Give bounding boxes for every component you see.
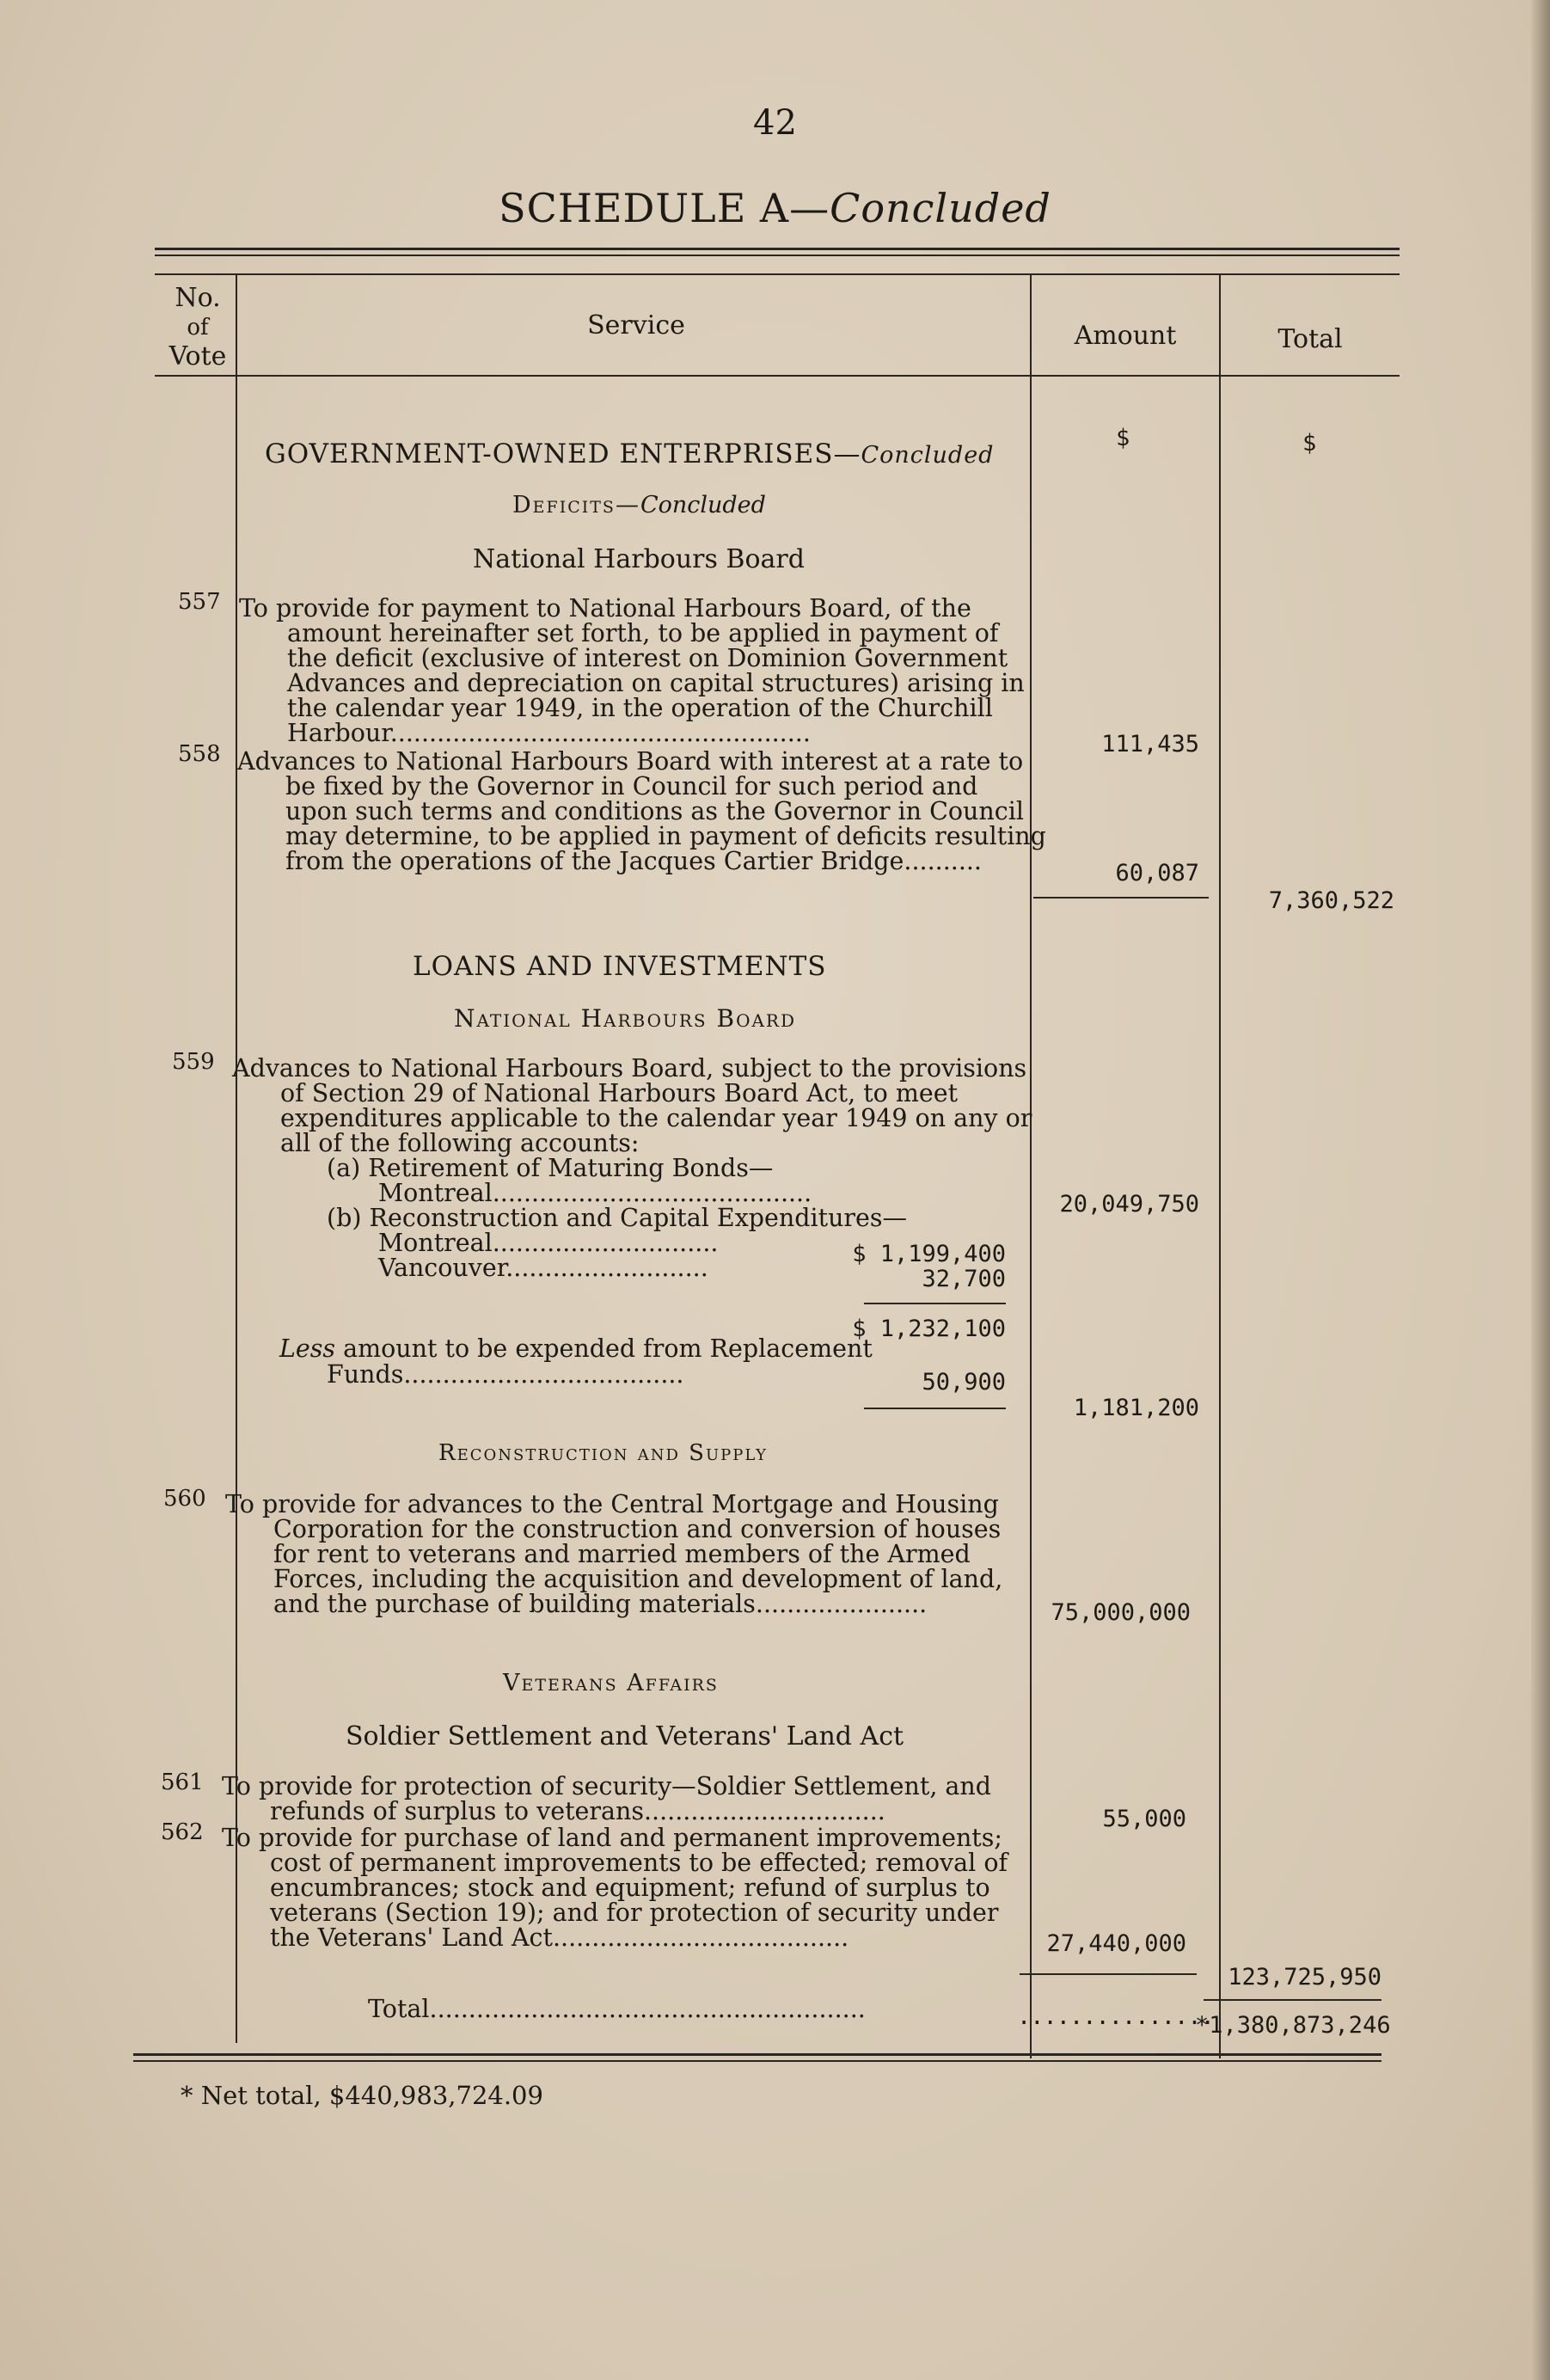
vote-559-less-rest: amount to be expended from Replacement	[335, 1334, 873, 1363]
header-vote-line2: of	[187, 315, 209, 340]
vote-558-text	[237, 749, 1046, 874]
section-nhb-1: National Harbours Board	[473, 544, 805, 574]
header-service: Service	[587, 310, 685, 340]
inner-sum-rule-1	[864, 1303, 1006, 1304]
amount-subtotal-rule-2	[1020, 1973, 1197, 1975]
vote-557-line: To provide for payment to National Harbours Board, of the	[239, 594, 971, 623]
total-amount-dots: ...............	[1017, 2003, 1214, 2030]
vote-558-line: from the operations of the Jacques Cartier Bridge..........	[285, 847, 982, 875]
vote-559-line: Advances to National Harbours Board, subject to the provisions	[232, 1054, 1027, 1083]
top-rule-3	[155, 273, 1400, 275]
vote-559-funds-amount: 50,900	[922, 1369, 1006, 1395]
schedule-title-main: SCHEDULE A—	[499, 185, 830, 231]
vote-559-line: expenditures applicable to the calendar year 1949 on any or	[280, 1104, 1032, 1132]
vote-559-b-vancouver: Vancouver..........................	[378, 1254, 708, 1282]
amount-dollar-sign: $	[1116, 425, 1130, 451]
vote-557-text	[239, 596, 1025, 745]
vote-560-line: To provide for advances to the Central Mortgage and Housing	[225, 1490, 999, 1518]
header-vote	[155, 284, 241, 371]
section-gov-enterprises	[265, 439, 994, 469]
total-dollar-sign: $	[1302, 430, 1317, 457]
vote-562-text	[222, 1825, 1008, 1950]
section-deficits	[512, 492, 766, 518]
vote-560-line: and the purchase of building materials......................	[273, 1590, 928, 1618]
vote-560-number: 560	[163, 1486, 206, 1512]
header-amount: Amount	[1074, 321, 1177, 351]
vote-560-text	[225, 1492, 1002, 1616]
footnote: * Net total, $440,983,724.09	[181, 2081, 543, 2110]
vote-558-line: Advances to National Harbours Board with interest at a rate to	[237, 747, 1024, 776]
vote-557-line: the deficit (exclusive of interest on Dominion Government	[287, 644, 1008, 672]
vote-557-line: Advances and depreciation on capital structures) arising in	[287, 669, 1025, 697]
header-rule	[155, 375, 1400, 377]
vote-559-a-label: (a) Retirement of Maturing Bonds—	[327, 1154, 774, 1182]
subtotal-2: 123,725,950	[1228, 1964, 1382, 1990]
vote-562-number: 562	[161, 1819, 204, 1845]
vote-560-line: Corporation for the construction and conversion of houses	[273, 1515, 1002, 1543]
section-gov-enterprises-suffix: Concluded	[861, 442, 995, 469]
vote-557-line: amount hereinafter set forth, to be applied in payment of	[287, 619, 999, 647]
vote-557-line: Harbour......................................................	[287, 719, 811, 747]
vote-557-number: 557	[178, 589, 221, 615]
amount-subtotal-rule-1	[1033, 897, 1209, 899]
subtotal-1: 7,360,522	[1268, 887, 1394, 914]
header-vote-line1: No.	[175, 283, 221, 313]
vote-559-less-word: Less	[279, 1334, 336, 1363]
section-nhb-2: National Harbours Board	[454, 1004, 797, 1033]
vote-561-line: refunds of surplus to veterans...............................	[270, 1797, 885, 1825]
vote-559-amount: 1,181,200	[1073, 1395, 1199, 1421]
vote-557-line: the calendar year 1949, in the operation of the Churchill	[287, 694, 993, 722]
vote-561-text	[222, 1774, 991, 1824]
vote-559-b-montreal-amount: $ 1,199,400	[852, 1241, 1006, 1267]
vote-559-b-montreal: Montreal.............................	[378, 1229, 719, 1257]
vote-559-a-amount: 20,049,750	[1059, 1191, 1199, 1218]
vote-560-line: Forces, including the acquisition and development of land,	[273, 1565, 1003, 1593]
total-label: Total........................................................	[368, 1995, 866, 2023]
vote-560-amount: 75,000,000	[1051, 1599, 1191, 1626]
vote-561-number: 561	[161, 1770, 204, 1795]
total-column-rule	[1204, 1999, 1382, 2001]
vote-559-funds: Funds....................................	[327, 1360, 684, 1389]
vote-562-line: encumbrances; stock and equipment; refund of surplus to	[270, 1874, 990, 1902]
schedule-title-suffix: Concluded	[830, 185, 1051, 231]
vote-562-amount: 27,440,000	[1046, 1930, 1186, 1957]
header-vote-line3: Vote	[168, 341, 227, 371]
bottom-rule-1	[133, 2053, 1382, 2056]
page-number: 42	[753, 103, 797, 143]
vote-559-b-label: (b) Reconstruction and Capital Expenditures—	[327, 1204, 908, 1232]
vote-560-line: for rent to veterans and married members of the Armed	[273, 1540, 971, 1568]
total-value: *1,380,873,246	[1195, 2012, 1391, 2039]
vote-561-amount: 55,000	[1102, 1806, 1186, 1832]
section-loans: LOANS AND INVESTMENTS	[413, 951, 827, 982]
vote-562-line: the Veterans' Land Act......................................	[270, 1923, 849, 1952]
section-deficits-suffix: Concluded	[640, 492, 766, 518]
schedule-title	[0, 185, 1550, 231]
vote-562-line: To provide for purchase of land and permanent improvements;	[222, 1824, 1002, 1852]
vote-562-line: veterans (Section 19); and for protection of security under	[270, 1898, 999, 1927]
vote-559-b-sum: $ 1,232,100	[852, 1316, 1006, 1342]
vote-561-line: To provide for protection of security—Soldier Settlement, and	[222, 1772, 992, 1800]
bottom-rule-2	[133, 2060, 1382, 2062]
section-soldier-settlement: Soldier Settlement and Veterans' Land Act	[346, 1721, 904, 1751]
vote-559-b-vancouver-amount: 32,700	[922, 1266, 1006, 1292]
vote-558-line: upon such terms and conditions as the Governor in Council	[285, 797, 1024, 825]
inner-sum-rule-2	[864, 1408, 1006, 1409]
col-divider-amount	[1219, 273, 1221, 2058]
vote-559-number: 559	[172, 1049, 215, 1075]
section-reconstruction: Reconstruction and Supply	[438, 1440, 769, 1466]
header-total: Total	[1277, 324, 1343, 354]
section-gov-enterprises-title: GOVERNMENT-OWNED ENTERPRISES—	[265, 439, 861, 469]
vote-559-a-montreal: Montreal.........................................	[378, 1179, 812, 1207]
section-deficits-title: Deficits—	[512, 492, 640, 518]
vote-562-line: cost of permanent improvements to be effected; removal of	[270, 1849, 1008, 1877]
vote-558-amount: 60,087	[1115, 860, 1199, 886]
top-rule-2	[155, 255, 1400, 256]
vote-559-line: of Section 29 of National Harbours Board Act, to meet	[280, 1079, 959, 1107]
vote-559-line: all of the following accounts:	[280, 1129, 640, 1157]
vote-558-line: be fixed by the Governor in Council for such period and	[285, 772, 978, 800]
page-edge-shadow	[1531, 0, 1550, 2380]
top-rule-1	[155, 248, 1400, 250]
vote-557-amount: 111,435	[1101, 731, 1199, 758]
vote-558-number: 558	[178, 741, 221, 767]
section-veterans-affairs: Veterans Affairs	[503, 1670, 719, 1696]
vote-558-line: may determine, to be applied in payment of deficits resulting	[285, 822, 1046, 850]
vote-559-less-line	[279, 1334, 873, 1363]
